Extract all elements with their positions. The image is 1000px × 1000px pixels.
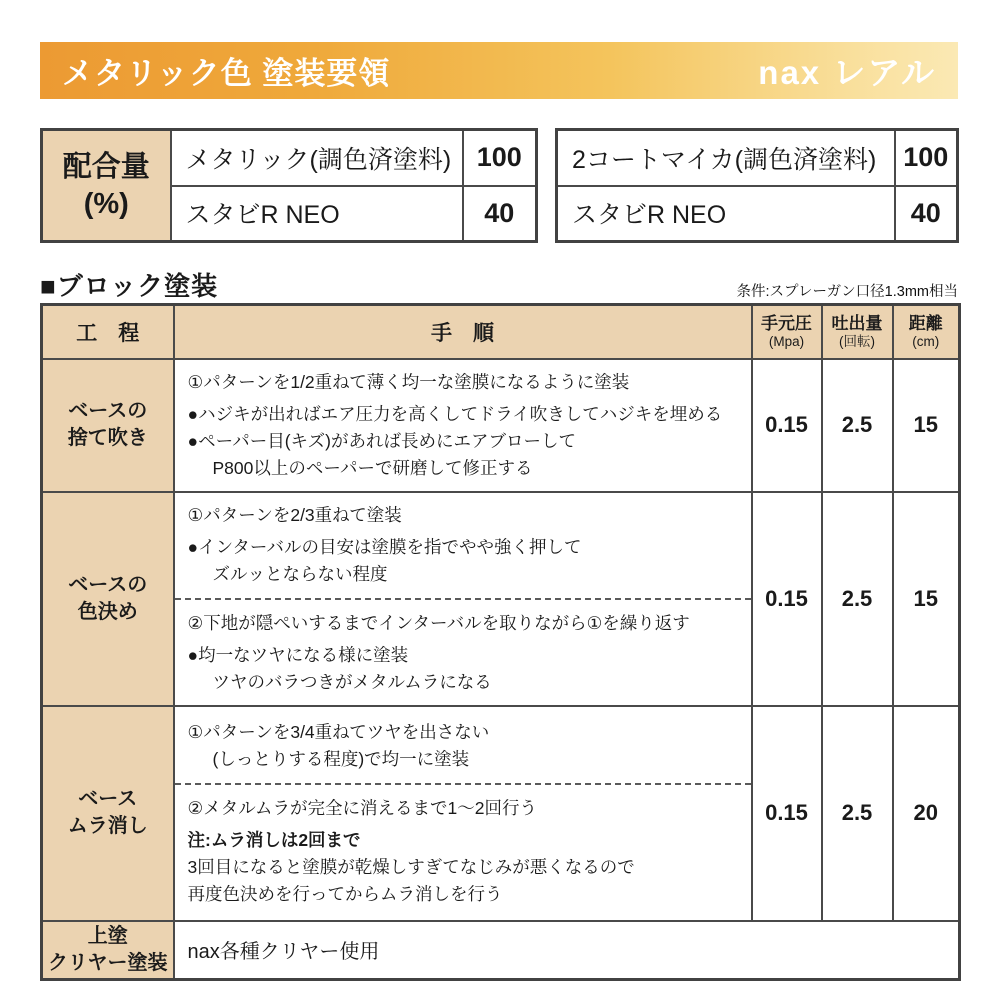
process-line: 捨て吹き (67, 427, 148, 449)
process-line: ムラ消し (67, 815, 148, 837)
table-row-base-irokime (42, 492, 960, 706)
mix-label-cell (42, 130, 171, 242)
procedure-cell (174, 359, 752, 492)
procedure-line: ●均一なツヤになる様に塗装 (187, 644, 409, 665)
header-pressure-unit: (Mpa) (768, 333, 805, 349)
brand-logo: nax レアル (758, 54, 936, 91)
process-line: ベースの (68, 573, 148, 596)
distance-value: 20 (893, 706, 960, 921)
procedure-line: ①パターンを1/2重ねて薄く均一な塗膜になるように塗装 (187, 371, 630, 392)
procedure-line: ●インターバルの目安は塗膜を指でやや強く押して (187, 536, 582, 557)
process-cell (42, 492, 174, 706)
header-output-unit: (回転) (839, 333, 875, 349)
procedure-line: ①パターンを3/4重ねてツヤを出さない (187, 721, 490, 742)
header-output (822, 305, 893, 359)
mix-table-mica (555, 128, 959, 243)
step-divider (175, 783, 751, 785)
process-cell (42, 921, 174, 980)
mix-material-value: 100 (463, 130, 537, 186)
output-value: 2.5 (822, 492, 893, 706)
procedure-line: ●ペーパー目(キズ)があれば長めにエアブローして (187, 430, 576, 451)
process-line: ベース (78, 788, 138, 810)
procedure-line: ●ハジキが出ればエア圧力を高くしてドライ吹きしてハジキを埋める (187, 403, 723, 424)
mix-material-value: 100 (895, 130, 958, 186)
mix-label-line1: 配合量 (62, 150, 150, 183)
step-divider (175, 598, 751, 600)
header-process-label: 工 程 (76, 321, 140, 345)
header-distance (893, 305, 960, 359)
mix-material-name: スタビR NEO (171, 186, 463, 242)
procedure-line: ツヤのバラつきがメタルムラになる (212, 671, 492, 692)
header-output-label: 吐出量 (831, 313, 883, 333)
process-cell (42, 359, 174, 492)
header-band (40, 42, 958, 99)
pressure-value: 0.15 (752, 359, 822, 492)
mix-material-name: メタリック(調色済塗料) (171, 130, 463, 186)
pressure-value: 0.15 (752, 492, 822, 706)
distance-value: 15 (893, 492, 960, 706)
mix-material-name: 2コートマイカ(調色済塗料) (557, 130, 895, 186)
header-procedure-label: 手 順 (431, 321, 494, 345)
process-line: 色決め (77, 600, 138, 623)
header-procedure (174, 305, 752, 359)
pressure-value: 0.15 (752, 706, 822, 921)
procedure-line: (しっとりする程度)で均一に塗装 (212, 748, 470, 769)
procedure-line: ②メタルムラが完全に消えるまで1～2回行う (187, 797, 537, 818)
header-distance-label: 距離 (908, 313, 943, 333)
procedure-cell (174, 706, 752, 921)
process-line: 上塗 (87, 924, 128, 947)
process-table (40, 303, 961, 981)
table-row-clear-coat (42, 921, 960, 980)
procedure-line: ズルッとならない程度 (212, 563, 388, 584)
procedure-line: 再度色決めを行ってからムラ消しを行う (187, 883, 503, 904)
section-title: ■ブロック塗装 (40, 271, 219, 301)
procedure-line: ②下地が隠ぺいするまでインターバルを取りながら①を繰り返す (187, 612, 690, 633)
output-value: 2.5 (822, 706, 893, 921)
procedure-line: ①パターンを2/3重ねて塗装 (187, 504, 402, 525)
mix-material-value: 40 (895, 186, 958, 242)
process-cell (42, 706, 174, 921)
clear-coat-note: nax各種クリヤー使用 (174, 921, 960, 980)
procedure-cell (174, 492, 752, 706)
header-pressure (752, 305, 822, 359)
table-row-base-murakeshi (42, 706, 960, 921)
page-title: メタリック色 塗装要領 (62, 56, 391, 91)
distance-value: 15 (893, 359, 960, 492)
process-line: ベースの (68, 400, 148, 422)
procedure-note-line: 注:ムラ消しは2回まで (187, 829, 361, 850)
header-pressure-label: 手元圧 (761, 313, 812, 333)
mix-label-line2: (%) (83, 187, 129, 220)
output-value: 2.5 (822, 359, 893, 492)
table-header-row (42, 305, 960, 359)
spray-condition-note: 条件:スプレーガン口径1.3mm相当 (736, 284, 958, 300)
procedure-line: 3回目になると塗膜が乾燥しすぎてなじみが悪くなるので (187, 856, 635, 877)
mix-material-value: 40 (463, 186, 537, 242)
header-distance-unit: (cm) (912, 333, 940, 349)
process-line: クリヤー塗装 (47, 951, 168, 974)
header-process (42, 305, 174, 359)
table-row-base-sutebuki (42, 359, 960, 492)
mix-material-name: スタビR NEO (557, 186, 895, 242)
procedure-line: P800以上のペーパーで研磨して修正する (212, 457, 533, 478)
mix-table-metallic (40, 128, 538, 243)
